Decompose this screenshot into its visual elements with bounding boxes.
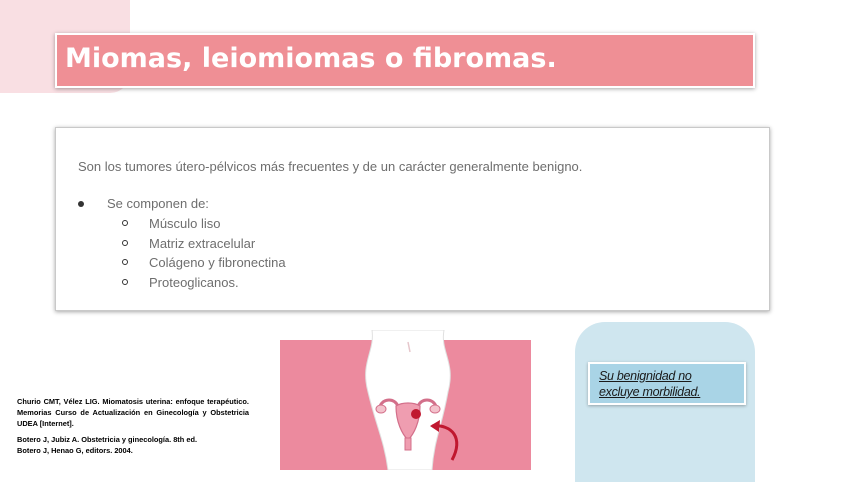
sub-list-item (122, 236, 286, 256)
callout-text: Su benignidad no excluye morbilidad. (599, 369, 701, 399)
reference-1: Churio CMT, Vélez LIG. Miomatosis uterina: enfoque terapéutico. Memorias Curso de Actualización en Ginecología y Obstetricia UDEA [Internet]. (17, 397, 249, 428)
sub-bullet (122, 220, 128, 226)
reference-2-line-2: Botero J, Henao G, editors. 2004. (17, 446, 133, 455)
sub-bullet (122, 279, 128, 285)
intro-text: Son los tumores útero-pélvicos más frecuentes y de un carácter generalmente benigno. (78, 159, 583, 174)
fibroid-mark (411, 409, 421, 419)
sub-item-label: Proteoglicanos. (149, 274, 239, 290)
references (17, 396, 249, 456)
content-box (55, 127, 770, 311)
title-banner (55, 33, 755, 88)
sub-list (122, 216, 286, 294)
slide-title: Miomas, leiomiomas o fibromas. (65, 43, 557, 74)
callout-box (588, 362, 746, 405)
sub-bullet (122, 259, 128, 265)
bullet-label: Se componen de: (107, 196, 209, 211)
sub-item-label: Colágeno y fibronectina (149, 255, 286, 270)
sub-list-item (122, 275, 286, 295)
reference-2-line-1: Botero J, Jubiz A. Obstetricia y ginecología. 8th ed. (17, 435, 198, 444)
sub-list-item (122, 255, 286, 275)
sub-item-label: Músculo liso (149, 216, 221, 231)
bullet-dot (78, 201, 84, 207)
uterus-anatomy-illustration (280, 330, 531, 470)
sub-bullet (122, 240, 128, 246)
sub-list-item (122, 216, 286, 236)
sub-item-label: Matriz extracelular (149, 235, 256, 251)
